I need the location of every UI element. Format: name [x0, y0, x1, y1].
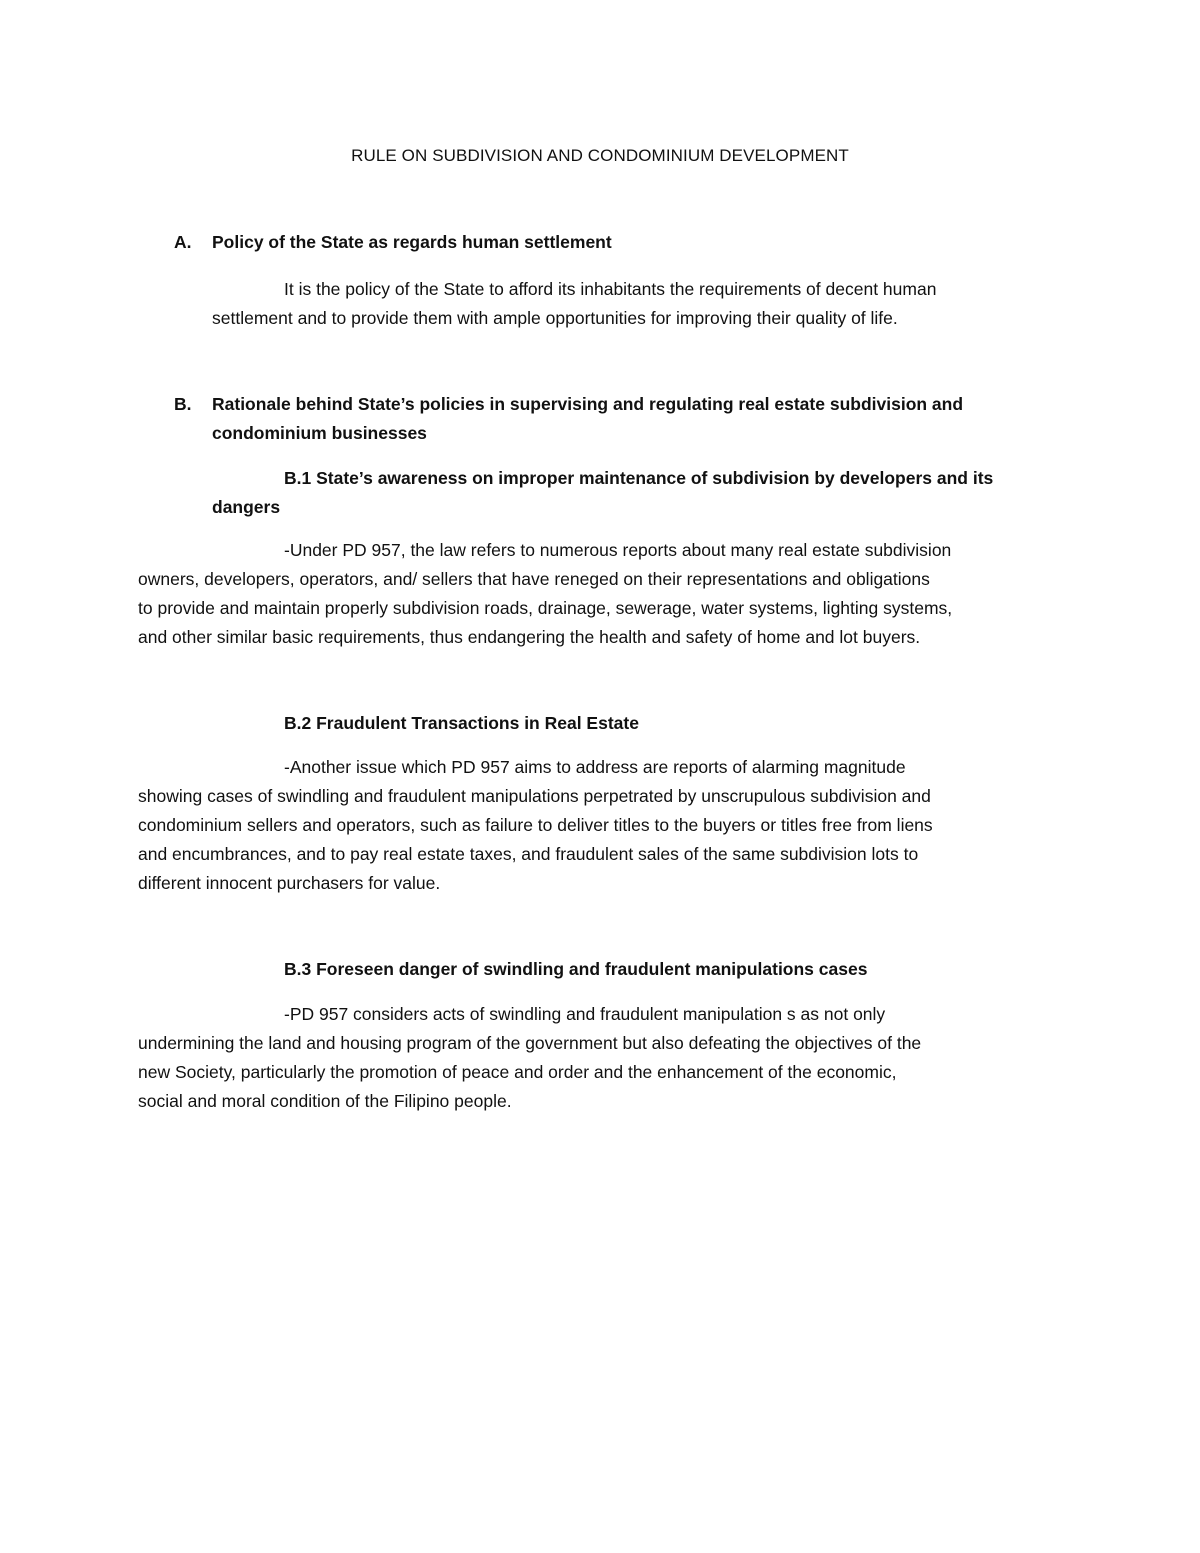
subsection-b2-body — [138, 753, 933, 898]
subsection-b1-heading — [212, 464, 993, 522]
subsection-b3-body — [138, 1000, 921, 1116]
section-a-marker: A. — [174, 232, 192, 252]
section-a-heading: Policy of the State as regards human settlement — [212, 232, 612, 252]
subsection-b2-body-line: condominium sellers and operators, such as failure to deliver titles to the buyers or titles free from liens — [138, 815, 933, 835]
subsection-b2-body-line: different innocent purchasers for value. — [138, 873, 441, 893]
subsection-b2-body-line: and encumbrances, and to pay real estate taxes, and fraudulent sales of the same subdivision lots to — [138, 844, 919, 864]
subsection-b2-body-line: -Another issue which PD 957 aims to address are reports of alarming magnitude — [284, 757, 906, 777]
subsection-b3-body-line: social and moral condition of the Filipino people. — [138, 1091, 512, 1111]
subsection-b2-body-line: showing cases of swindling and fraudulent manipulations perpetrated by unscrupulous subdivision and — [138, 786, 931, 806]
subsection-b1-body-line: -Under PD 957, the law refers to numerous reports about many real estate subdivision — [284, 540, 952, 560]
subsection-b1-body-line: to provide and maintain properly subdivision roads, drainage, sewerage, water systems, lighting systems, — [138, 598, 953, 618]
document-title: RULE ON SUBDIVISION AND CONDOMINIUM DEVELOPMENT — [351, 146, 849, 165]
subsection-b3-heading: B.3 Foreseen danger of swindling and fraudulent manipulations cases — [284, 959, 868, 979]
section-a-body-line: settlement and to provide them with ample opportunities for improving their quality of life. — [212, 308, 898, 328]
section-a-body — [212, 275, 936, 333]
subsection-b3-body-line: -PD 957 considers acts of swindling and fraudulent manipulation s as not only — [284, 1004, 886, 1024]
subsection-b1-body-line: owners, developers, operators, and/ sellers that have reneged on their representations and obligations — [138, 569, 930, 589]
subsection-b1-heading-line: dangers — [212, 497, 281, 517]
section-b-marker: B. — [174, 394, 192, 414]
subsection-b3-body-line: undermining the land and housing program of the government but also defeating the objectives of the — [138, 1033, 922, 1053]
subsection-b1-body-line: and other similar basic requirements, thus endangering the health and safety of home and lot buyers. — [138, 627, 921, 647]
section-b-heading-line: Rationale behind State’s policies in supervising and regulating real estate subdivision and — [212, 394, 964, 414]
subsection-b3-body-line: new Society, particularly the promotion of peace and order and the enhancement of the economic, — [138, 1062, 897, 1082]
subsection-b1-body — [138, 536, 952, 652]
subsection-b2-heading: B.2 Fraudulent Transactions in Real Estate — [284, 713, 639, 733]
section-b-heading — [212, 390, 963, 448]
section-a-body-line: It is the policy of the State to afford its inhabitants the requirements of decent human — [284, 279, 937, 299]
subsection-b1-heading-line: B.1 State’s awareness on improper maintenance of subdivision by developers and its — [284, 468, 994, 488]
section-b-heading-line: condominium businesses — [212, 423, 427, 443]
